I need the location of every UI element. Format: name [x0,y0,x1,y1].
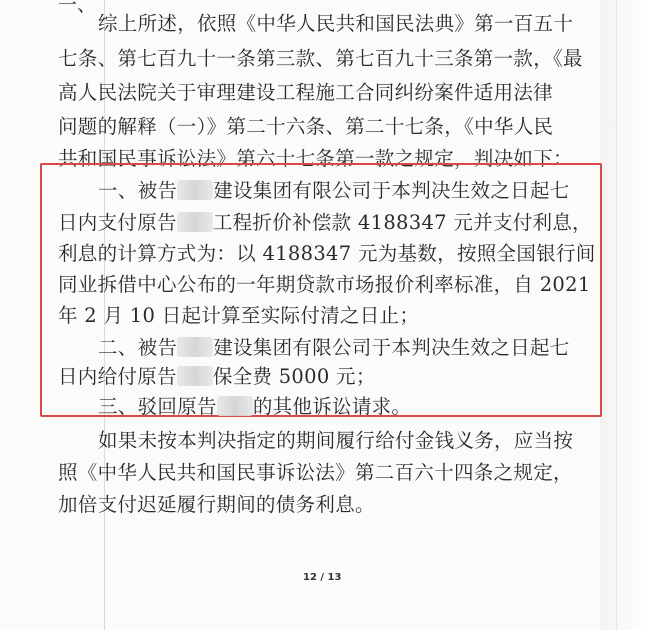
judgment-text: 的其他诉讼请求。 [252,395,412,418]
conclusion-line-4: 问题的解释（一）》第二十六条、第二十七条，《中华人民 [58,115,554,138]
redacted-name [177,366,213,386]
redacted-name [177,180,213,200]
judgment-text: 日内给付原告 [58,365,177,388]
judgment-item-1-line-3: 利息的计算方式为：以 4188347 元为基数，按照全国银行间 [58,242,596,265]
page-number: 12 / 13 [303,572,342,583]
closing-line-3: 加倍支付迟延履行期间的债务利息。 [58,493,375,516]
judgment-item-3-line-1 [98,396,411,417]
page-edge-line [616,0,617,630]
judgment-text: 日内支付原告 [58,211,177,234]
redacted-name [177,212,213,232]
redacted-name [177,337,213,357]
closing-line-1: 如果未按本判决指定的期间履行给付金钱义务，应当按 [98,429,574,452]
conclusion-line-2: 七条、第七百九十一条第三款、第七百九十三条第一款，《最 [58,47,583,70]
judgment-text: 工程折价补偿款 4188347 元并支付利息， [212,211,592,234]
judgment-text: 一、被告 [98,179,178,202]
judgment-text: 三、驳回原告 [98,395,217,418]
judgment-item-2-line-2 [58,366,376,387]
judgment-text: 建设集团有限公司于本判决生效之日起七 [213,336,570,359]
judgment-item-1-line-5: 年 2 月 10 日起计算至实际付清之日止； [58,304,420,327]
judgment-item-1-line-4: 同业拆借中心公布的一年期贷款市场报价利率标准，自 2021 [58,273,591,296]
redacted-name [217,396,253,416]
conclusion-line-5: 共和国民事诉讼法》第六十七条第一款之规定，判决如下： [58,147,573,170]
cut-off-text-fragment: 一、 [58,0,97,16]
judgment-item-1-line-2 [58,212,592,233]
judgment-item-2-line-1 [98,337,570,358]
conclusion-line-3: 高人民法院关于审理建设工程施工合同纠纷案件适用法律 [58,81,554,104]
page-margin-shadow [600,0,646,630]
judgment-item-1-line-1 [98,180,570,201]
judgment-text: 建设集团有限公司于本判决生效之日起七 [213,179,570,202]
judgment-text: 保全费 5000 元； [212,365,376,388]
closing-line-2: 照《中华人民共和国民事诉讼法》第二百六十四条之规定， [58,461,573,484]
conclusion-line-1: 综上所述，依照《中华人民共和国民法典》第一百五十 [98,12,574,35]
judgment-text: 二、被告 [98,336,178,359]
